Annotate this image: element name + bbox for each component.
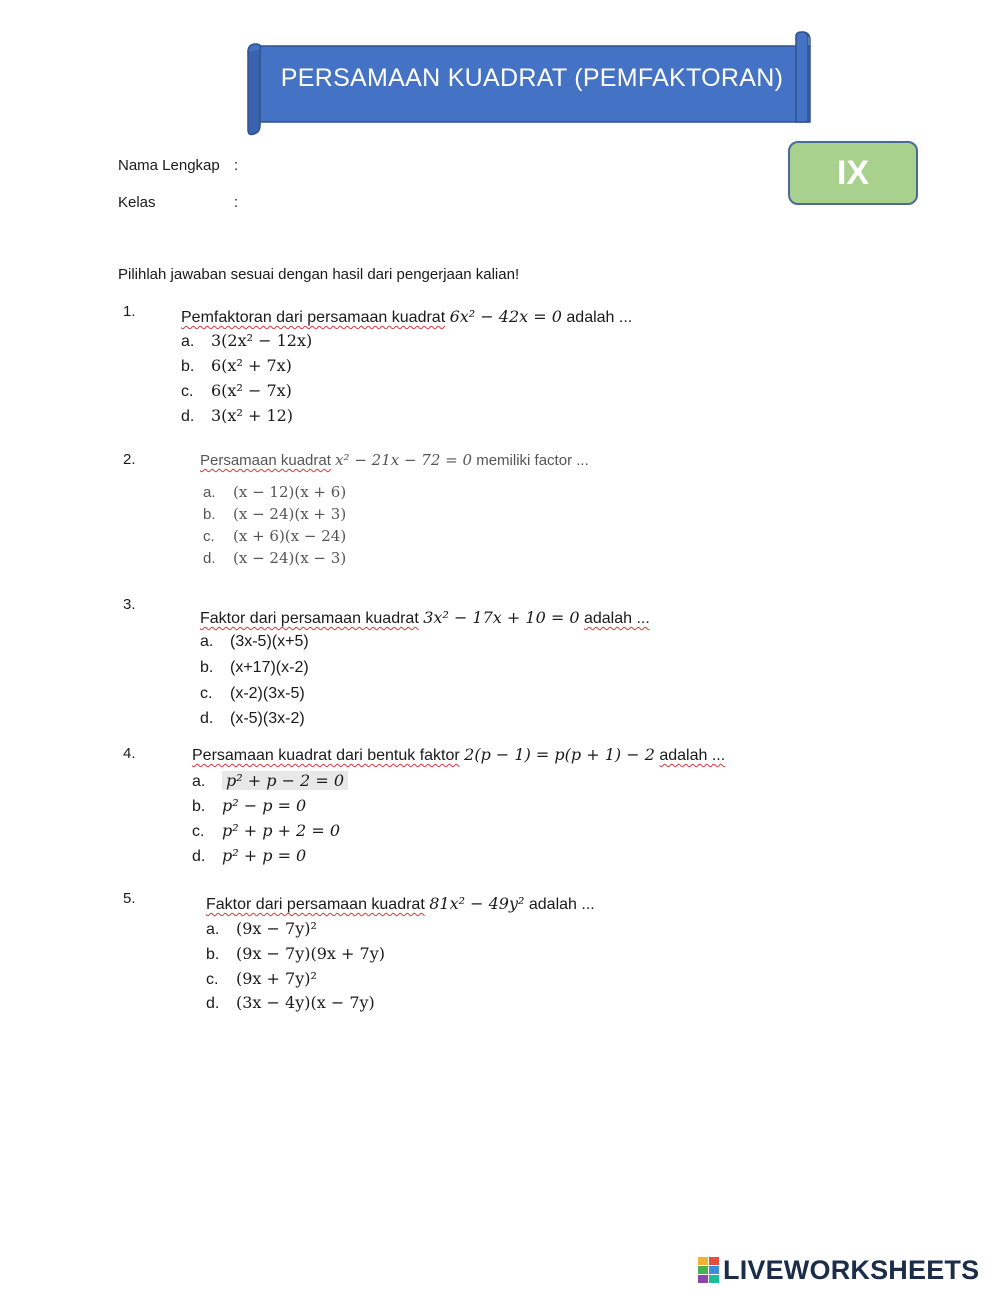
question-text-pre: Faktor dari persamaan kuadrat	[200, 610, 419, 627]
name-label: Nama Lengkap	[118, 157, 220, 174]
option-a[interactable]: a. (9x − 7y)²	[206, 919, 317, 938]
question-text	[192, 745, 725, 765]
option-b[interactable]: b. 6(x² + 7x)	[181, 356, 292, 375]
question-text-pre: Pemfaktoran dari persamaan kuadrat	[181, 309, 446, 326]
question-text-post: adalah ...	[583, 610, 650, 627]
class-label: Kelas	[118, 194, 156, 211]
liveworksheets-brand[interactable]	[698, 1254, 979, 1286]
question-text-pre: Persamaan kuadrat	[200, 452, 331, 469]
question-number: 2.	[123, 451, 136, 468]
option-b[interactable]: b. p² − p = 0	[192, 796, 307, 815]
option-d[interactable]: d. (3x − 4y)(x − 7y)	[206, 993, 375, 1012]
brand-name: LIVEWORKSHEETS	[723, 1254, 980, 1285]
question-text-post: adalah ...	[566, 309, 633, 326]
question-text-post: adalah ...	[528, 896, 595, 913]
question-text-pre: Faktor dari persamaan kuadrat	[206, 896, 425, 913]
question-equation: 2(p − 1) = p(p + 1) − 2	[464, 745, 655, 764]
page-title: PERSAMAAN KUADRAT (PEMFAKTORAN)	[280, 64, 784, 92]
question-number: 5.	[123, 890, 136, 907]
option-a[interactable]: a. p² + p − 2 = 0	[192, 771, 348, 791]
question-text-post: memiliki factor ...	[476, 452, 589, 469]
question-equation: 3x² − 17x + 10 = 0	[423, 608, 580, 627]
question-text	[200, 608, 650, 628]
option-c[interactable]: c. (9x + 7y)²	[206, 969, 317, 988]
instruction-text: Pilihlah jawaban sesuai dengan hasil dari pengerjaan kalian!	[118, 266, 520, 283]
option-c[interactable]: c. (x-2)(3x-5)	[200, 685, 305, 702]
question-text	[206, 894, 595, 914]
question-text-pre: Persamaan kuadrat dari bentuk faktor	[192, 747, 460, 764]
question-text	[200, 451, 589, 469]
question-equation: x² − 21x − 72 = 0	[335, 451, 473, 469]
option-d[interactable]: d. 3(x² + 12)	[181, 406, 294, 425]
option-c[interactable]: c. (x + 6)(x − 24)	[203, 527, 347, 545]
option-d[interactable]: d. p² + p = 0	[192, 846, 307, 865]
question-text-post: adalah ...	[659, 747, 726, 764]
question-equation: 81x² − 49y²	[429, 894, 525, 913]
option-a[interactable]: a. 3(2x² − 12x)	[181, 331, 313, 350]
option-b[interactable]: b. (9x − 7y)(9x + 7y)	[206, 944, 385, 963]
class-colon: :	[234, 194, 239, 211]
question-text	[181, 307, 632, 327]
question-equation: 6x² − 42x = 0	[449, 307, 562, 326]
question-number: 1.	[123, 303, 136, 320]
option-d[interactable]: d. (x − 24)(x − 3)	[203, 549, 347, 567]
option-a[interactable]: a. (x − 12)(x + 6)	[203, 483, 347, 501]
liveworksheets-logo-icon	[698, 1257, 719, 1283]
name-colon: :	[234, 157, 239, 174]
question-number: 4.	[123, 745, 136, 762]
option-d[interactable]: d. (x-5)(3x-2)	[200, 710, 305, 727]
question-number: 3.	[123, 596, 136, 613]
grade-badge: IX	[788, 141, 918, 205]
option-b[interactable]: b. (x+17)(x-2)	[200, 659, 309, 676]
option-b[interactable]: b. (x − 24)(x + 3)	[203, 505, 347, 523]
option-c[interactable]: c. 6(x² − 7x)	[181, 381, 292, 400]
option-c[interactable]: c. p² + p + 2 = 0	[192, 821, 340, 840]
option-a[interactable]: a. (3x-5)(x+5)	[200, 633, 309, 650]
